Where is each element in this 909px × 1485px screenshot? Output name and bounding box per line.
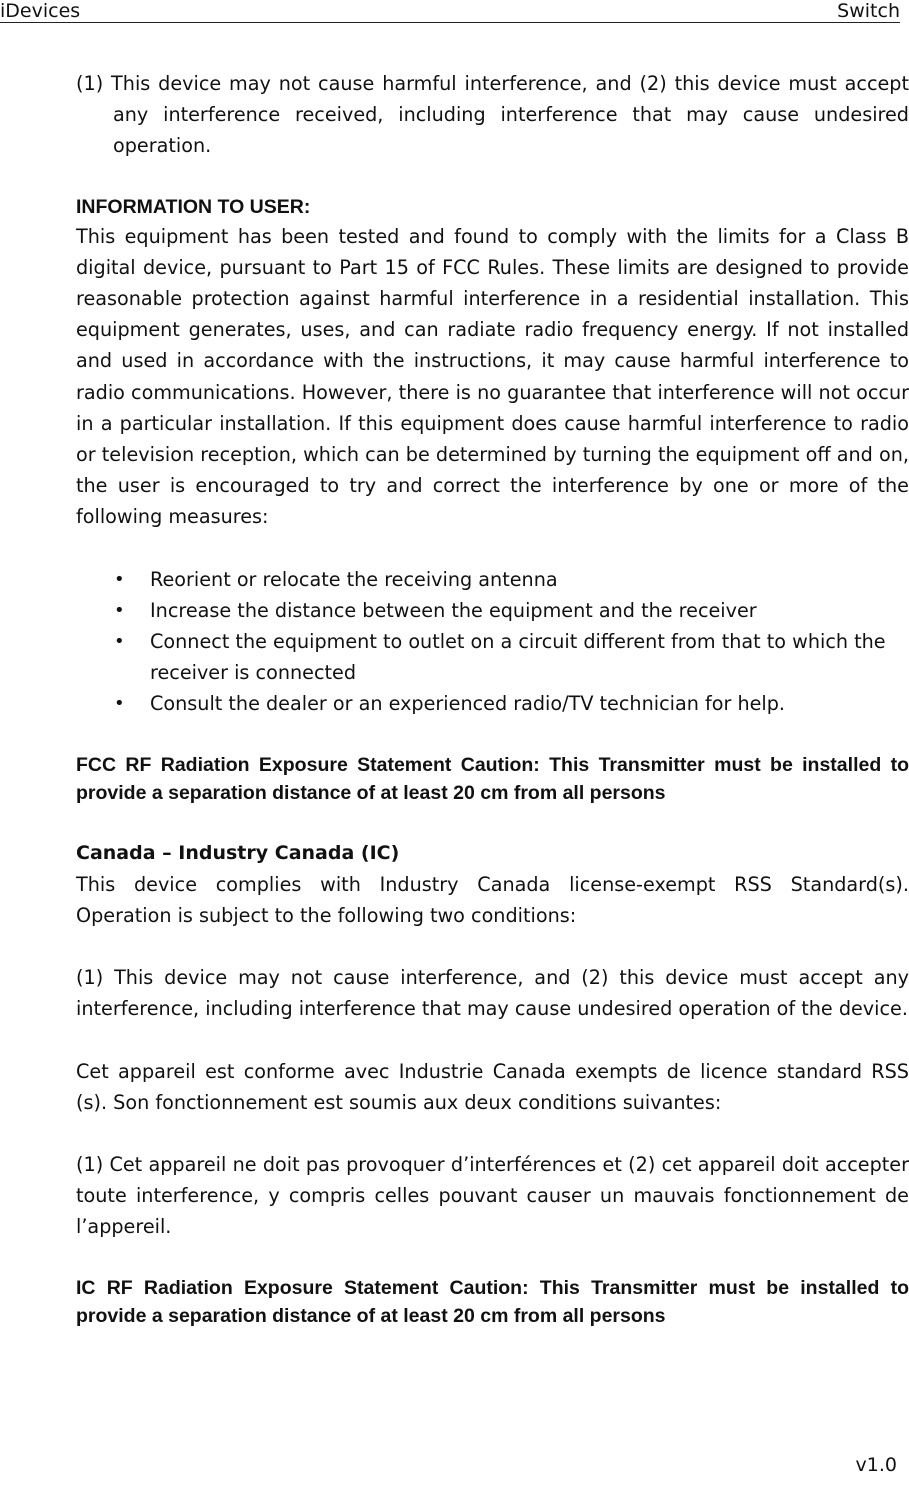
list-item: [76, 564, 909, 595]
list-item: [76, 595, 909, 626]
bullet-icon: •: [114, 568, 125, 590]
canada-heading: Canada – Industry Canada (IC): [76, 841, 400, 864]
measure-text: Connect the equipment to outlet on a circuit different from that to which the receiver is connected: [150, 630, 886, 685]
measure-text: Consult the dealer or an experienced radio/TV technician for help.: [150, 692, 786, 716]
measures-list: [76, 564, 909, 720]
fcc-rf-statement: FCC RF Radiation Exposure Statement Caution: This Transmitter must be installed to provide a separation distance of at least 20 cm from all persons: [76, 753, 909, 804]
list-item: [76, 688, 909, 719]
french-body: Cet appareil est conforme avec Industrie Canada exempts de licence standard RSS (s). Son fonctionnement est soumis aux deux conditions suivantes:: [76, 1059, 909, 1114]
canada-body: This device complies with Industry Canada license-exempt RSS Standard(s). Operation is subject to the following two conditions:: [76, 872, 909, 928]
header-product: Switch: [837, 0, 900, 22]
header-brand: iDevices: [0, 0, 81, 22]
ic-rf-statement: IC RF Radiation Exposure Statement Caution: This Transmitter must be installed to provide a separation distance of at least 20 cm from all persons: [76, 1276, 909, 1327]
info-body: This equipment has been tested and found to comply with the limits for a Class B digital device, pursuant to Part 15 of FCC Rules. These limits are designed to provide reasonable protection against harmful interference in a residential installation. This equipment generates, uses, and can radiate radio frequency energy. If not installed and used in accordance with the instructions, it may cause harmful interference to radio communications. However, there is no guarantee that interference will not occur in a particular installation. If this equipment does cause harmful interference to radio or television reception, which can be determined by turning the equipment off and on, the user is encouraged to try and correct the interference by one or more of the following measures:: [76, 224, 909, 529]
intro-conditions: (1) This device may not cause harmful interference, and (2) this device must accept any interference received, including interference that may cause undesired operation.: [76, 72, 909, 158]
bullet-icon: •: [114, 693, 125, 715]
bullet-icon: •: [114, 599, 125, 621]
bullet-icon: •: [114, 631, 125, 653]
page-header: [0, 0, 900, 23]
measure-text: Increase the distance between the equipment and the receiver: [150, 598, 757, 622]
info-heading: INFORMATION TO USER:: [76, 195, 311, 218]
canada-conditions: (1) This device may not cause interference, and (2) this device must accept any interference, including interference that may cause undesired operation of the device.: [76, 966, 909, 1021]
measure-text: Reorient or relocate the receiving antenna: [150, 567, 558, 591]
document-body: [76, 68, 909, 1330]
list-item: [76, 626, 909, 688]
french-conditions: (1) Cet appareil ne doit pas provoquer d’interférences et (2) cet appareil doit accepter toute interference, y compris celles pouvant causer un mauvais fonctionnement de l’appereil.: [76, 1153, 909, 1239]
version-label: v1.0: [855, 1454, 897, 1476]
